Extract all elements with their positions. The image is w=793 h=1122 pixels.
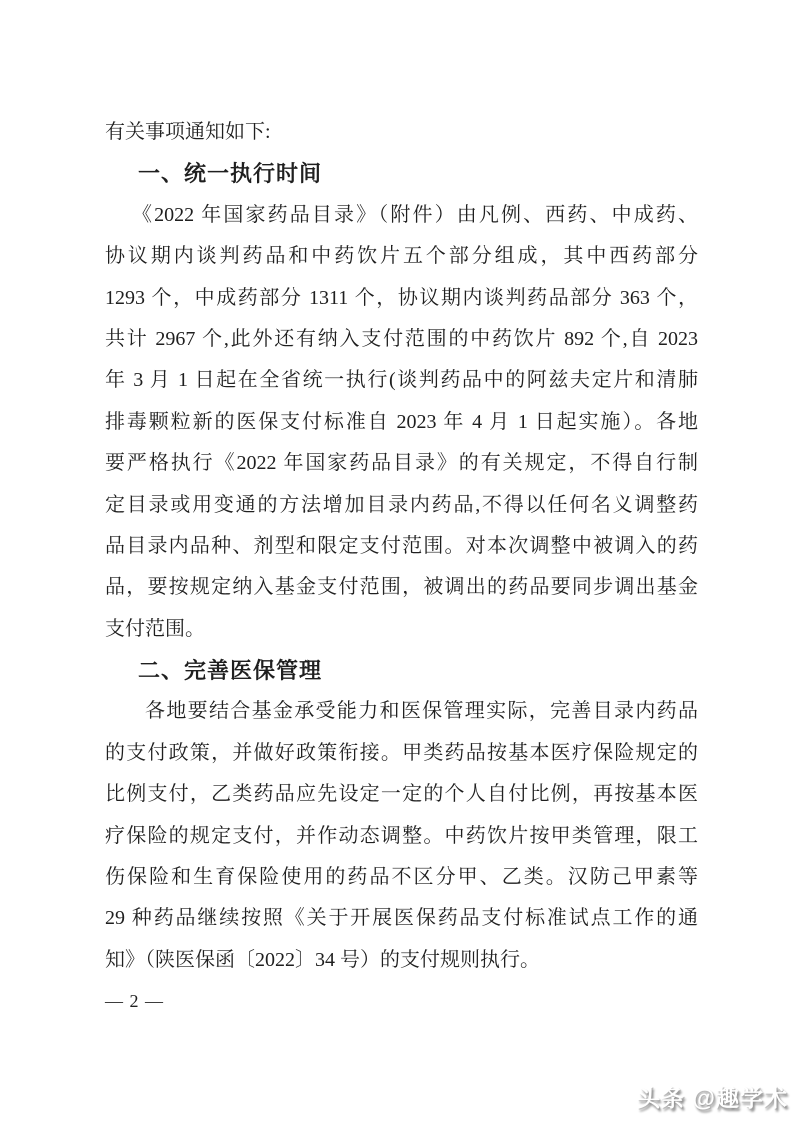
- text-line: 协议期内谈判药品和中药饮片五个部分组成，其中西药部分: [105, 245, 698, 268]
- watermark: 头条 @趣学术: [637, 1085, 788, 1111]
- document-text-column: [105, 112, 698, 1023]
- text-line: 疗保险的规定支付，并作动态调整。中药饮片按甲类管理，限工: [105, 824, 698, 847]
- text-line: 有关事项通知如下:: [105, 121, 271, 143]
- text-line: 共计 2967 个,此外还有纳入支付范围的中药饮片 892 个,自 2023: [105, 327, 698, 350]
- text-line: 的支付政策，并做好政策衔接。甲类药品按基本医疗保险规定的: [105, 741, 698, 764]
- text-line: 《2022 年国家药品目录》（附件）由凡例、西药、中成药、: [132, 203, 698, 226]
- text-line: 1293 个，中成药部分 1311 个，协议期内谈判药品部分 363 个，: [105, 286, 698, 309]
- section-heading: 一、统一执行时间: [138, 161, 323, 187]
- text-line: 品，要按规定纳入基金支付范围，被调出的药品要同步调出基金: [105, 576, 698, 599]
- text-line: 29 种药品继续按照《关于开展医保药品支付标准试点工作的通: [105, 907, 698, 930]
- text-line: 伤保险和生育保险使用的药品不区分甲、乙类。汉防己甲素等: [105, 866, 698, 889]
- text-line: 各地要结合基金承受能力和医保管理实际，完善目录内药品: [145, 700, 698, 723]
- text-line: 要严格执行《2022 年国家药品目录》的有关规定，不得自行制: [105, 452, 698, 475]
- text-line: 定目录或用变通的方法增加目录内药品,不得以任何名义调整药: [105, 493, 698, 516]
- text-line: 比例支付，乙类药品应先设定一定的个人自付比例，再按基本医: [105, 783, 698, 806]
- text-line: 支付范围。: [105, 617, 205, 640]
- text-line: 排毒颗粒新的医保支付标准自 2023 年 4 月 1 日起实施）。各地: [105, 410, 698, 433]
- text-line: 年 3 月 1 日起在全省统一执行(谈判药品中的阿兹夫定片和清肺: [105, 369, 698, 392]
- page-number: — 2 —: [105, 991, 164, 1012]
- text-line: 品目录内品种、剂型和限定支付范围。对本次调整中被调入的药: [105, 534, 698, 557]
- text-line: 知》（陕医保函〔2022〕34 号）的支付规则执行。: [105, 948, 540, 971]
- section-heading: 二、完善医保管理: [138, 658, 323, 684]
